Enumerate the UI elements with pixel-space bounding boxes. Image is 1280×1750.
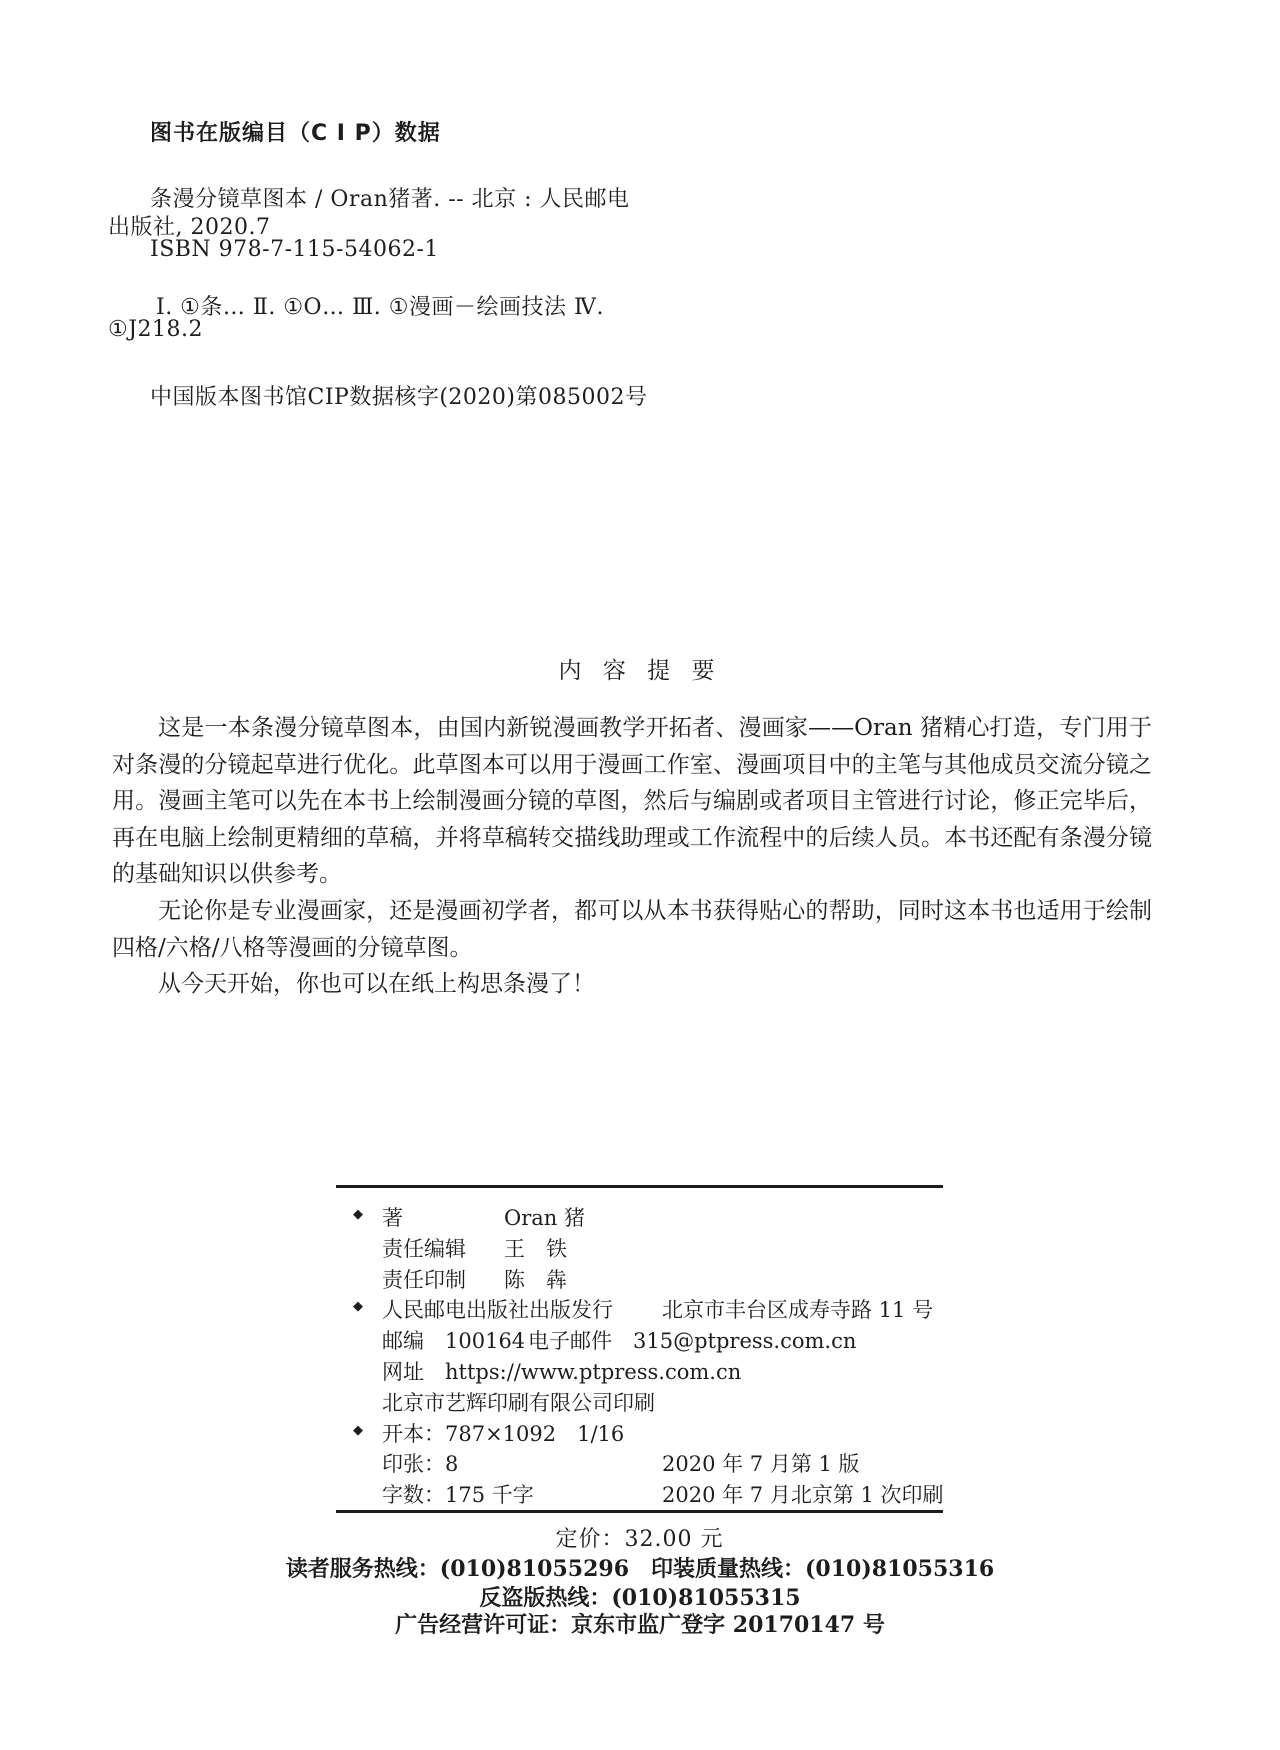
price-line: 定价：32.00 元: [555, 1527, 724, 1552]
colophon-row-sheets-edition: [336, 1448, 943, 1479]
editor-name: 王 铁: [504, 1236, 567, 1261]
diamond-bullet-icon: ◆: [353, 1422, 363, 1438]
colophon-row-printer: [336, 1387, 943, 1418]
publisher-address: 北京市丰台区成寿寺路 11 号: [662, 1298, 934, 1323]
summary-body: [112, 710, 1152, 1003]
summary-heading: 内 容 提 要: [558, 658, 722, 684]
cip-class-number: ①J218.2: [108, 317, 204, 342]
author-label: 著: [382, 1206, 403, 1230]
print-supervisor-label: 责任印制: [382, 1267, 466, 1292]
printer-name: 北京市艺辉印刷有限公司印刷: [382, 1390, 655, 1415]
summary-paragraph-3: 从今天开始，你也可以在纸上构思条漫了！: [158, 971, 595, 998]
footer-hotline-line: 读者服务热线：(010)81055296 印装质量热线：(010)81055316: [285, 1556, 995, 1582]
cip-record-number: 中国版本图书馆CIP数据核字(2020)第085002号: [150, 385, 648, 410]
edition-date: 2020 年 7 月第 1 版: [662, 1452, 860, 1477]
email: 电子邮件 315@ptpress.com.cn: [528, 1329, 857, 1354]
colophon-row-wordcount-printing: [336, 1479, 943, 1510]
cip-publisher-line: 出版社, 2020.7: [108, 215, 271, 240]
editor-label: 责任编辑: [382, 1236, 466, 1261]
cip-classification: Ⅰ. ①条… Ⅱ. ①O… Ⅲ. ①漫画－绘画技法 Ⅳ.: [156, 295, 604, 320]
colophon-row-author: [336, 1202, 943, 1233]
printed-sheets: 印张：8: [382, 1452, 459, 1477]
format-spec: 开本：787×1092 1/16: [382, 1421, 625, 1446]
postcode: 邮编 100164: [382, 1329, 526, 1354]
printing-date: 2020 年 7 月北京第 1 次印刷: [662, 1483, 944, 1508]
colophon-row-website: [336, 1356, 943, 1387]
word-count: 字数：175 千字: [382, 1483, 534, 1508]
colophon-row-print-supervisor: [336, 1264, 943, 1295]
summary-paragraph-2: 无论你是专业漫画家，还是漫画初学者，都可以从本书获得贴心的帮助，同时这本书也适用于绘制四格/六格/八格等漫画的分镜草图。: [112, 897, 1152, 961]
diamond-bullet-icon: ◆: [353, 1207, 363, 1222]
footer-ad-license-line: 广告经营许可证：京东市监广登字 20170147 号: [395, 1612, 885, 1638]
print-supervisor-name: 陈 犇: [504, 1267, 567, 1292]
colophon-box: [336, 1185, 943, 1513]
cip-heading: 图书在版编目（C I P）数据: [150, 121, 441, 146]
cip-title-line: 条漫分镜草图本 / Oran猪著. -- 北京 : 人民邮电: [150, 187, 630, 212]
colophon-row-editor: [336, 1233, 943, 1264]
colophon-row-postcode-email: [336, 1325, 943, 1356]
colophon-row-format: [336, 1418, 943, 1449]
summary-paragraph-1: 这是一本条漫分镜草图本，由国内新锐漫画教学开拓者、漫画家——Oran 猪精心打造，专门用于对条漫的分镜起草进行优化。此草图本可以用于漫画工作室、漫画项目中的主笔与其他成员交流分镜之用。漫画主笔可以先在本书上绘制漫画分镜的草图，然后与编剧或者项目主管进行讨论，修正完毕后，再在电脑上绘制更精细的草稿，并将草稿转交描线助理或工作流程中的后续人员。本书还配有条漫分镜的基础知识以供参考。: [112, 715, 1152, 888]
footer-anti-piracy-line: 反盗版热线：(010)81055315: [479, 1585, 801, 1611]
website: 网址 https://www.ptpress.com.cn: [382, 1359, 742, 1384]
author-name: Oran 猪: [504, 1206, 585, 1230]
diamond-bullet-icon: ◆: [353, 1299, 363, 1315]
publisher-name: 人民邮电出版社出版发行: [382, 1298, 613, 1323]
colophon-row-publisher: [336, 1294, 943, 1325]
cip-isbn: ISBN 978-7-115-54062-1: [150, 237, 439, 262]
